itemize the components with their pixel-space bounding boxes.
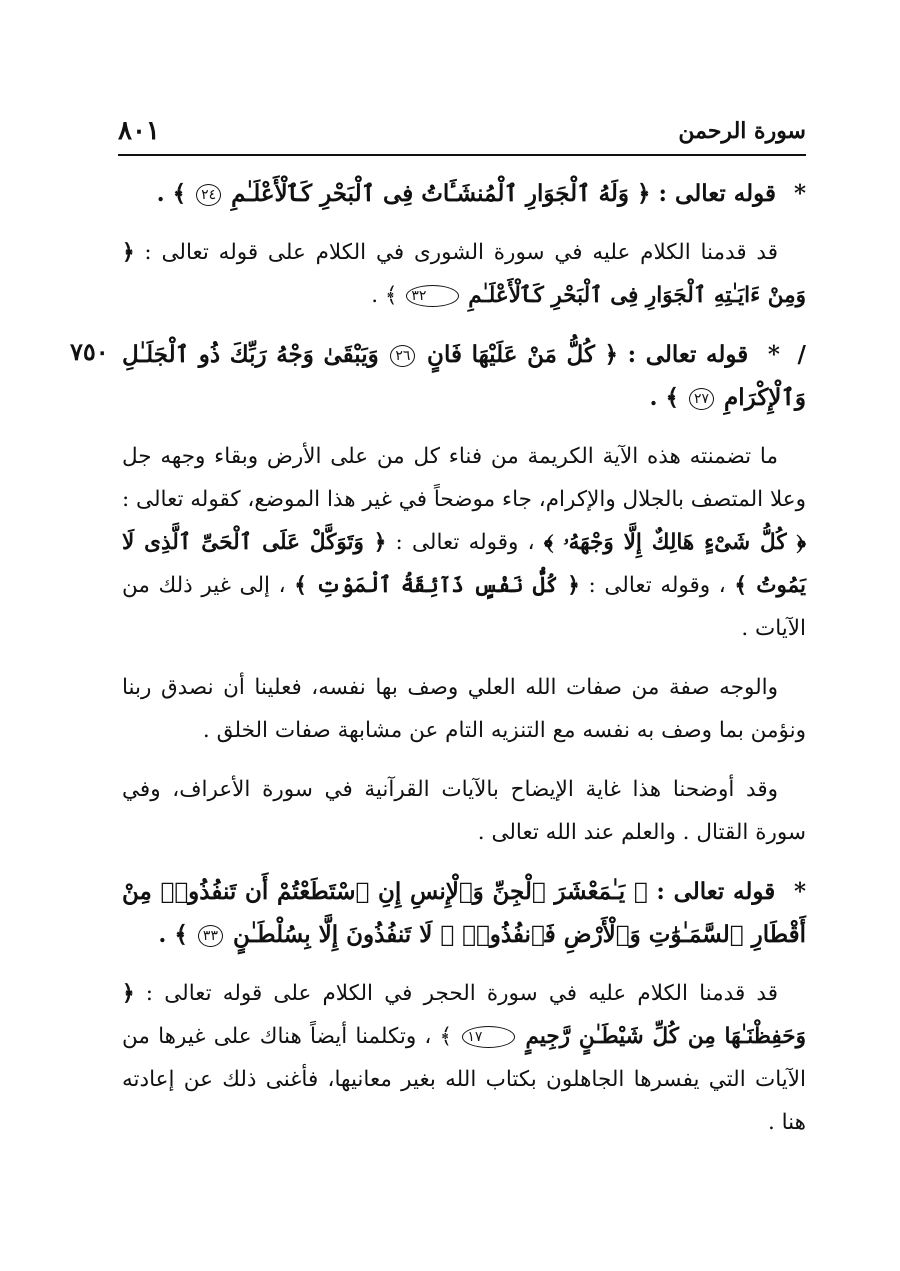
ayah-number: ٢٦ — [390, 345, 415, 367]
heading-label: قوله تعالى : — [656, 878, 776, 905]
quran-verse: ﴿ كُلُّ شَىْءٍ هَالِكٌ إِلَّا وَجْهَهُۥ ﴾ — [543, 530, 806, 555]
paragraph-text: ﴾ ، وتكلمنا أيضاً هناك على غيرها من الآيات التي يفسرها الجاهلون بكتاب الله بغير معانيها، فأغنى ذلك عن إعادته هنا . — [122, 1024, 806, 1135]
verse-heading — [122, 870, 806, 956]
ayah-number: ١٧ — [462, 1026, 515, 1048]
ayah-number: ٣٢ — [406, 285, 459, 307]
page-number: ٨٠١ — [118, 116, 160, 146]
paragraph-text: قد قدمنا الكلام عليه في سورة الحجر في الكلام على قوله تعالى : — [145, 981, 778, 1006]
commentary-paragraph — [122, 972, 806, 1144]
paragraph-text: قد قدمنا الكلام عليه في سورة الشورى في الكلام على قوله تعالى : — [144, 240, 778, 265]
paragraph-text: ما تضمنته هذه الآية الكريمة من فناء كل من على الأرض وبقاء وجهه جل وعلا المتصف بالجلال والإكرام، جاء موضحاً في غير هذا الموضع، كقوله تعالى : — [121, 444, 806, 512]
ayah-number: ٢٤ — [196, 184, 221, 206]
ayah-number: ٣٣ — [198, 925, 223, 947]
commentary-paragraph — [122, 435, 806, 650]
verse-close: ﴾ . — [649, 384, 679, 411]
quran-verse: ﴿ يَـٰمَعْشَرَ ٱلْجِنِّ وَٱلْإِنسِ إِنِ ٱسْتَطَعْتُمْ أَن تَنفُذُوا۟ مِنْ أَقْطَارِ ٱلسَّمَـٰوَٰتِ وَٱلْأَرْضِ فَٱنفُذُوا۟ ۚ لَا تَنفُذُونَ إِلَّا بِسُلْطَـٰنٍ — [122, 878, 806, 948]
verse-close: ﴾ . — [156, 180, 187, 207]
verse-heading — [122, 333, 806, 419]
page-body — [122, 172, 806, 1160]
commentary-paragraph — [122, 231, 806, 317]
quran-verse: ﴿ كُلُّ مَنْ عَلَيْهَا فَانٍ — [427, 341, 618, 368]
quran-verse: وَيَبْقَىٰ وَجْهُ رَبِّكَ ذُو ٱلْجَلَـٰلِ وَٱلْإِكْرَامِ — [122, 341, 806, 411]
paragraph-text: ، وقوله تعالى : — [588, 573, 726, 598]
star-marker: * — [767, 341, 780, 368]
quran-verse: ﴿ وَمِنْ ءَايَـٰتِهِ ٱلْجَوَارِ فِى ٱلْبَحْرِ كَٱلْأَعْلَـٰمِ — [122, 240, 806, 308]
verse-heading — [122, 172, 806, 215]
surah-title: سورة الرحمن — [678, 118, 806, 144]
paragraph-text: وقد أوضحنا هذا غاية الإيضاح بالآيات القرآنية في سورة الأعراف، وفي سورة القتال . والعلم عند الله تعالى . — [122, 777, 806, 845]
quran-verse: ﴿ كُلُّ نَفْسٍ ذَآئِقَةُ ٱلْمَوْتِ ﴾ — [294, 573, 580, 598]
star-marker: * — [793, 180, 806, 207]
heading-label: قوله تعالى : — [627, 341, 749, 368]
paragraph-text: ، وقوله تعالى : — [395, 530, 535, 555]
verse-close: ﴾ . — [158, 921, 188, 948]
quran-verse: ﴿ وَحَفِظْنَـٰهَا مِن كُلِّ شَيْطَـٰنٍ رَّجِيمٍ — [122, 981, 806, 1049]
running-header — [118, 118, 806, 156]
star-marker: * — [793, 878, 806, 905]
heading-label: قوله تعالى : — [658, 180, 776, 207]
paragraph-text: والوجه صفة من صفات الله العلي وصف بها نفسه، فعلينا أن نصدق ربنا ونؤمن بما وصف به نفسه مع التنزيه التام عن مشابهة صفات الخلق . — [122, 675, 806, 743]
quran-verse: ﴿ وَلَهُ ٱلْجَوَارِ ٱلْمُنشَـَٔاتُ فِى ٱلْبَحْرِ كَٱلْأَعْلَـٰمِ — [231, 180, 651, 207]
commentary-paragraph — [122, 666, 806, 752]
quran-verse: ﴿ وَتَوَكَّلْ عَلَى ٱلْحَىِّ ٱلَّذِى لَا يَمُوتُ ﴾ — [122, 530, 806, 598]
paragraph-text: ، إلى غير ذلك من الآيات . — [122, 573, 806, 641]
page-break-marker: / — [797, 341, 806, 368]
margin-page-reference: ٧٥٠ — [70, 337, 109, 366]
commentary-paragraph — [122, 768, 806, 854]
ayah-number: ٢٧ — [689, 388, 714, 410]
verse-close: ﴾ . — [371, 283, 398, 308]
